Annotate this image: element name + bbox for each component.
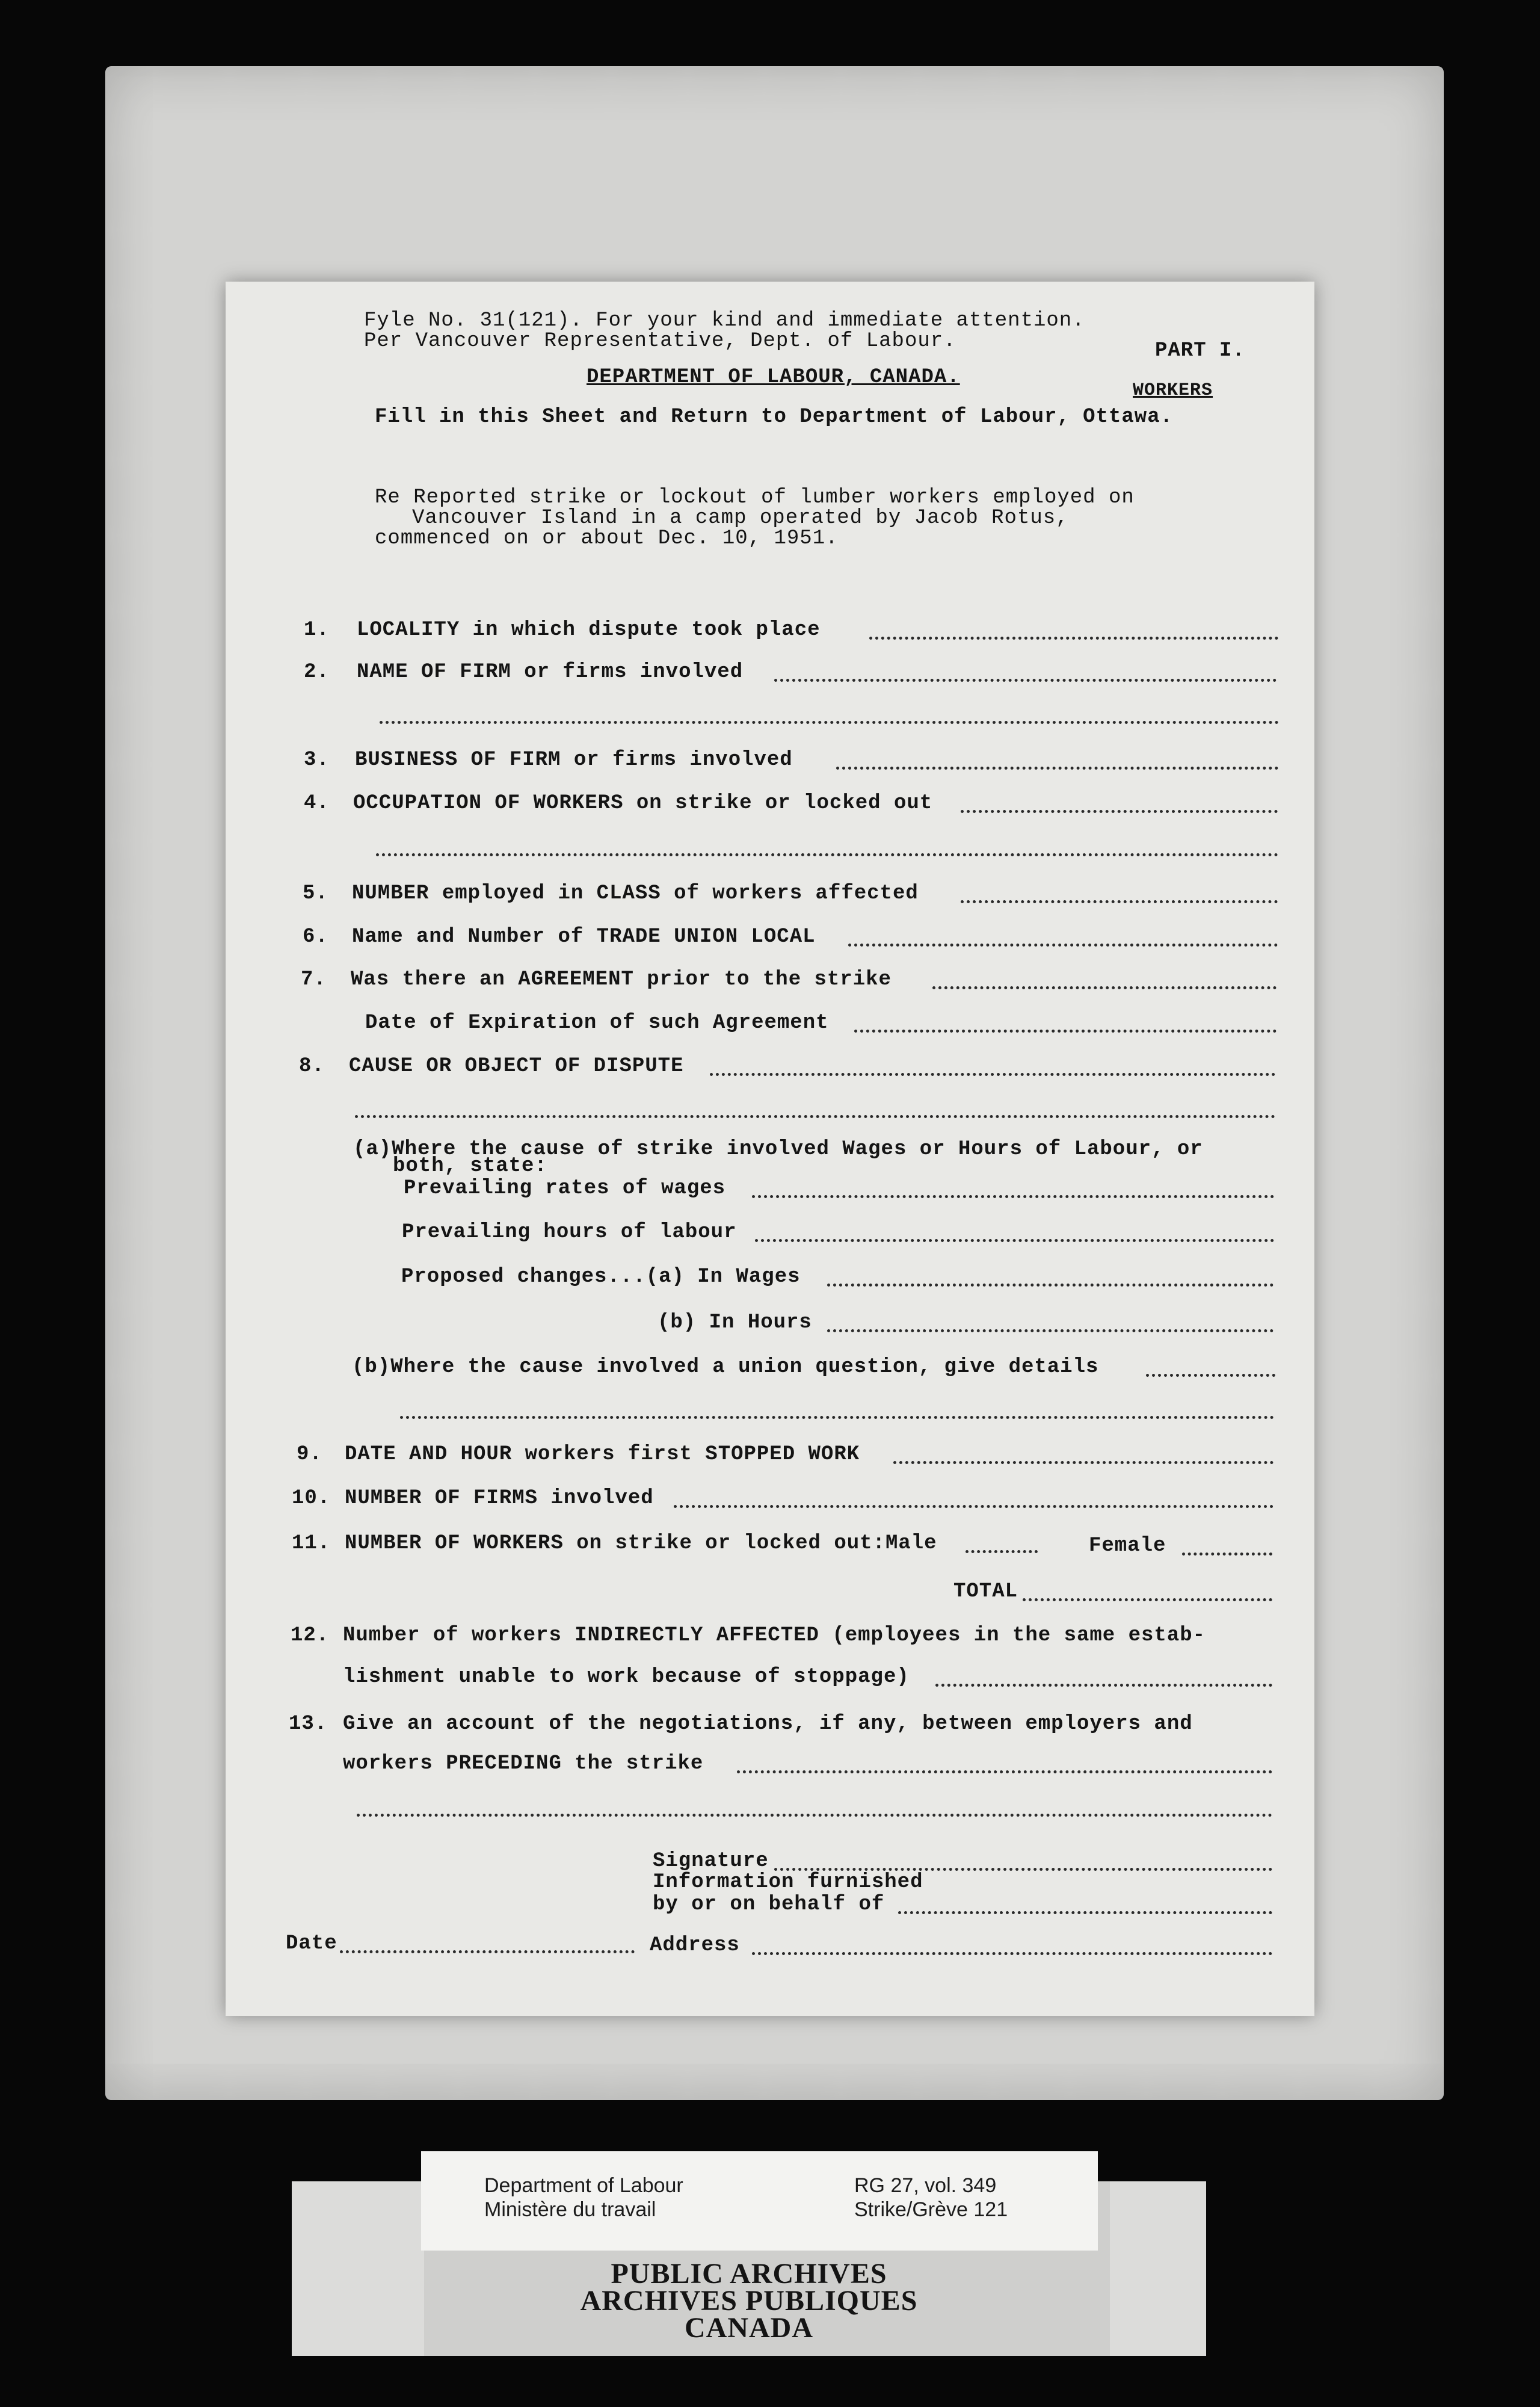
q4-answer-line[interactable] [961,810,1278,813]
q11-total-label: TOTAL [953,1580,1018,1603]
q8b-answer-line[interactable] [1146,1374,1275,1377]
q1-answer-line[interactable] [869,637,1278,640]
department-fr: Ministère du travail [484,2198,656,2221]
q8a-in-hours-line[interactable] [827,1329,1274,1332]
q2-number: 2. [304,661,330,684]
q8-answer-line[interactable] [710,1073,1275,1076]
q8a-hours-label: Prevailing hours of labour [402,1221,737,1244]
q5-answer-line[interactable] [961,900,1278,903]
re-line-3: commenced on or about Dec. 10, 1951. [375,527,839,550]
q8a-wages-line[interactable] [827,1284,1274,1287]
strike-report-form [226,282,1314,2016]
q11-female-line[interactable] [1182,1553,1272,1556]
q2-label: NAME OF FIRM or firms involved [357,661,744,684]
q8a-line-2: both, state: [393,1155,547,1178]
behalf-of-line[interactable] [898,1911,1272,1914]
q9-answer-line[interactable] [893,1461,1274,1464]
strike-number: Strike/Grève 121 [854,2198,1008,2221]
q8a-rates-label: Prevailing rates of wages [404,1177,726,1200]
record-group: RG 27, vol. 349 [854,2174,997,2197]
q6-answer-line[interactable] [848,944,1278,947]
workers-label: WORKERS [1133,380,1213,401]
q7-expiration-label: Date of Expiration of such Agreement [365,1012,829,1034]
q1-label: LOCALITY in which dispute took place [357,619,821,641]
q5-number: 5. [303,882,328,905]
date-line[interactable] [340,1950,635,1953]
q11-total-line[interactable] [1023,1598,1272,1601]
q11-male-line[interactable] [966,1550,1038,1553]
q10-label: NUMBER OF FIRMS involved [345,1487,654,1510]
q6-number: 6. [303,925,328,948]
q13-line-2: workers PRECEDING the strike [343,1752,704,1775]
q7-answer-line[interactable] [932,986,1277,989]
q8-number: 8. [299,1055,325,1078]
q4-label: OCCUPATION OF WORKERS on strike or locked out [353,792,933,815]
department-title: DEPARTMENT OF LABOUR, CANADA. [587,366,960,389]
q12-line-2: lishment unable to work because of stoppage) [343,1666,910,1689]
q2-answer-line[interactable] [774,679,1277,682]
q3-answer-line[interactable] [836,767,1278,770]
q13-answer-line[interactable] [737,1770,1272,1773]
q9-label: DATE AND HOUR workers first STOPPED WORK [345,1443,860,1466]
q12-answer-line[interactable] [935,1684,1272,1687]
department-en: Department of Labour [484,2174,683,2197]
q9-number: 9. [297,1443,322,1466]
stamp-line-1: PUBLIC ARCHIVES [611,2258,887,2290]
q2-answer-line-2[interactable] [380,721,1279,724]
q8a-hours-line[interactable] [755,1239,1274,1242]
q10-answer-line[interactable] [674,1505,1274,1508]
q8b-answer-line-2[interactable] [400,1416,1274,1419]
q10-number: 10. [292,1487,331,1510]
form-instruction: Fill in this Sheet and Return to Department of Labour, Ottawa. [375,406,1174,428]
q8a-in-hours-label: (b) In Hours [658,1311,812,1334]
re-line-1: Re Reported strike or lockout of lumber workers employed on [375,486,1135,509]
q1-number: 1. [304,619,330,641]
q12-number: 12. [291,1624,330,1647]
q7-number: 7. [301,968,327,991]
behalf-of-label: by or on behalf of [653,1893,885,1916]
q8b-label: (b)Where the cause involved a union question, give details [352,1356,1099,1379]
q11-label: NUMBER OF WORKERS on strike or locked out:Male [345,1532,937,1555]
q8a-rates-line[interactable] [752,1195,1274,1198]
stamp-line-2: ARCHIVES PUBLIQUES [580,2285,918,2317]
q11-female-label: Female [1089,1534,1166,1557]
q7-label: Was there an AGREEMENT prior to the strike [351,968,892,991]
q13-answer-line-2[interactable] [357,1814,1272,1817]
q5-label: NUMBER employed in CLASS of workers affected [352,882,919,905]
re-line-2: Vancouver Island in a camp operated by Jacob Rotus, [412,507,1069,530]
q13-line-1: Give an account of the negotiations, if any, between employers and [343,1713,1193,1735]
fyle-number-line: Fyle No. 31(121). For your kind and immediate attention. [364,309,1085,332]
q8-answer-line-2[interactable] [355,1115,1275,1118]
q8a-changes-label: Proposed changes...(a) In Wages [401,1265,801,1288]
per-representative-line: Per Vancouver Representative, Dept. of Labour. [364,330,956,353]
stamp-line-3: CANADA [685,2312,813,2344]
q6-label: Name and Number of TRADE UNION LOCAL [352,925,816,948]
q13-number: 13. [289,1713,328,1735]
address-label: Address [650,1934,740,1957]
q12-line-1: Number of workers INDIRECTLY AFFECTED (employees in the same estab- [343,1624,1206,1647]
signature-label: Signature [653,1850,769,1873]
q8a-line-1: (a)Where the cause of strike involved Wages or Hours of Labour, or [353,1138,1203,1161]
q7-expiration-line[interactable] [854,1030,1277,1033]
q4-number: 4. [304,792,330,815]
archive-reference-label [421,2151,1098,2251]
date-label: Date [286,1932,337,1955]
q3-number: 3. [304,749,330,771]
q4-answer-line-2[interactable] [376,853,1278,856]
q11-number: 11. [292,1532,331,1555]
info-furnished-label: Information furnished [653,1871,923,1894]
part-label: PART I. [1155,339,1245,362]
q8-label: CAUSE OR OBJECT OF DISPUTE [349,1055,684,1078]
q3-label: BUSINESS OF FIRM or firms involved [355,749,793,771]
address-line[interactable] [752,1952,1272,1955]
